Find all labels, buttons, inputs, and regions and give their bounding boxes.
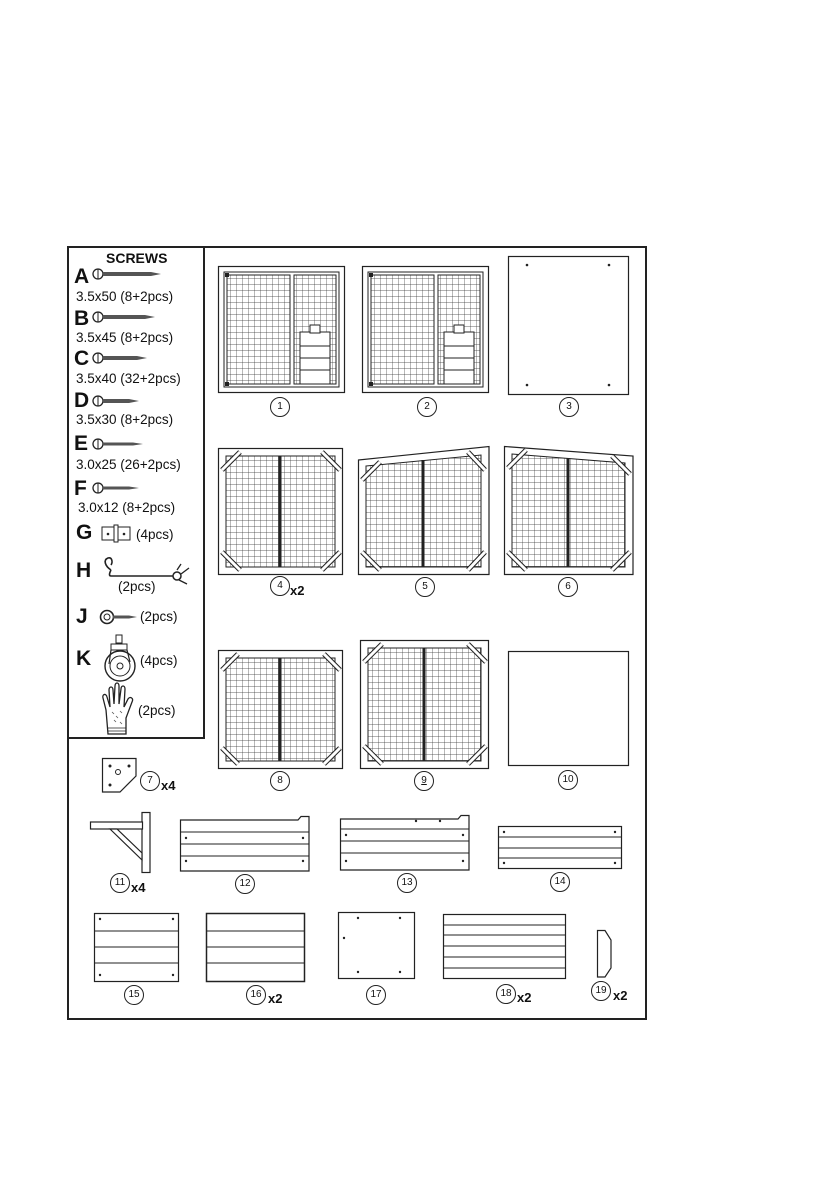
- part-multiplier-19: x2: [613, 988, 628, 1003]
- panel-9-mesh-braced: [360, 640, 490, 770]
- eye-screw-icon: [99, 608, 139, 626]
- screw-spec-a: 3.5x50 (8+2pcs): [76, 289, 174, 304]
- part-number-14: 14: [550, 872, 570, 892]
- screw-a-icon: [93, 266, 163, 282]
- part-number-6: 6: [558, 577, 578, 597]
- panel-3-board: [508, 256, 630, 396]
- part-multiplier-11: x4: [131, 880, 146, 895]
- part-16-slat-panel: [206, 913, 306, 983]
- part-18-slat-panel: [443, 914, 567, 980]
- hardware-letter-j: J: [76, 605, 88, 628]
- hardware-qty-k: (4pcs): [140, 653, 178, 668]
- panel-10-board: [508, 651, 630, 767]
- screw-d-icon: [93, 393, 143, 409]
- part-number-19: 19: [591, 981, 611, 1001]
- part-number-13: 13: [397, 873, 417, 893]
- screw-c-icon: [93, 350, 149, 366]
- screw-spec-d: 3.5x30 (8+2pcs): [76, 412, 174, 427]
- part-number-5: 5: [415, 577, 435, 597]
- screw-letter-d: D: [74, 389, 90, 412]
- hardware-qty-glove: (2pcs): [138, 703, 176, 718]
- part-number-10: 10: [558, 770, 578, 790]
- part-number-17: 17: [366, 985, 386, 1005]
- part-number-12: 12: [235, 874, 255, 894]
- screw-letter-f: F: [74, 477, 87, 500]
- part-14-slat-panel: [498, 826, 623, 870]
- part-multiplier-7: x4: [161, 778, 176, 793]
- part-number-2: 2: [417, 397, 437, 417]
- screw-letter-b: B: [74, 307, 90, 330]
- part-17-board: [338, 912, 416, 980]
- panel-5-mesh-braced: [358, 446, 490, 576]
- screw-letter-c: C: [74, 347, 90, 370]
- part-number-18: 18: [496, 984, 516, 1004]
- part-number-15: 15: [124, 985, 144, 1005]
- part-number-8: 8: [270, 771, 290, 791]
- hardware-letter-h: H: [76, 559, 92, 582]
- screw-letter-e: E: [74, 432, 89, 455]
- panel-4-mesh-braced: [218, 448, 344, 576]
- part-number-4: 4: [270, 576, 290, 596]
- screw-e-icon: [93, 436, 145, 452]
- part-7-corner-bracket: [102, 758, 138, 794]
- part-multiplier-16: x2: [268, 991, 283, 1006]
- screw-f-icon: [93, 480, 141, 496]
- part-19-small-piece: [597, 930, 613, 978]
- hardware-letter-g: G: [76, 521, 93, 544]
- screw-spec-f: 3.0x12 (8+2pcs): [78, 500, 176, 515]
- part-number-3: 3: [559, 397, 579, 417]
- panel-2-door-mesh: [362, 266, 490, 394]
- screw-letter-a: A: [74, 265, 90, 288]
- caster-wheel-icon: [103, 634, 137, 684]
- hardware-letter-k: K: [76, 647, 92, 670]
- part-13-slat-panel: [340, 815, 470, 871]
- part-11-leg-support: [90, 812, 152, 874]
- glove-icon: [100, 682, 136, 738]
- hinge-icon: [101, 524, 133, 542]
- hardware-qty-j: (2pcs): [140, 609, 178, 624]
- screw-spec-e: 3.0x25 (26+2pcs): [76, 457, 181, 472]
- part-15-slat-panel: [94, 913, 180, 983]
- part-multiplier-18: x2: [517, 990, 532, 1005]
- screw-spec-c: 3.5x40 (32+2pcs): [76, 371, 181, 386]
- part-12-slat-panel: [180, 816, 310, 872]
- panel-1-door-mesh: [218, 266, 346, 394]
- panel-8-mesh-braced: [218, 650, 344, 770]
- part-number-9: 9: [414, 771, 434, 791]
- panel-6-mesh-braced: [504, 446, 634, 576]
- hardware-qty-g: (4pcs): [136, 527, 174, 542]
- part-number-16: 16: [246, 985, 266, 1005]
- part-number-1: 1: [270, 397, 290, 417]
- hardware-qty-h: (2pcs): [118, 579, 156, 594]
- part-number-7: 7: [140, 771, 160, 791]
- part-multiplier-4: x2: [290, 583, 305, 598]
- part-number-11: 11: [110, 873, 130, 893]
- screw-b-icon: [93, 309, 157, 325]
- screws-title: SCREWS: [106, 250, 168, 266]
- screw-spec-b: 3.5x45 (8+2pcs): [76, 330, 174, 345]
